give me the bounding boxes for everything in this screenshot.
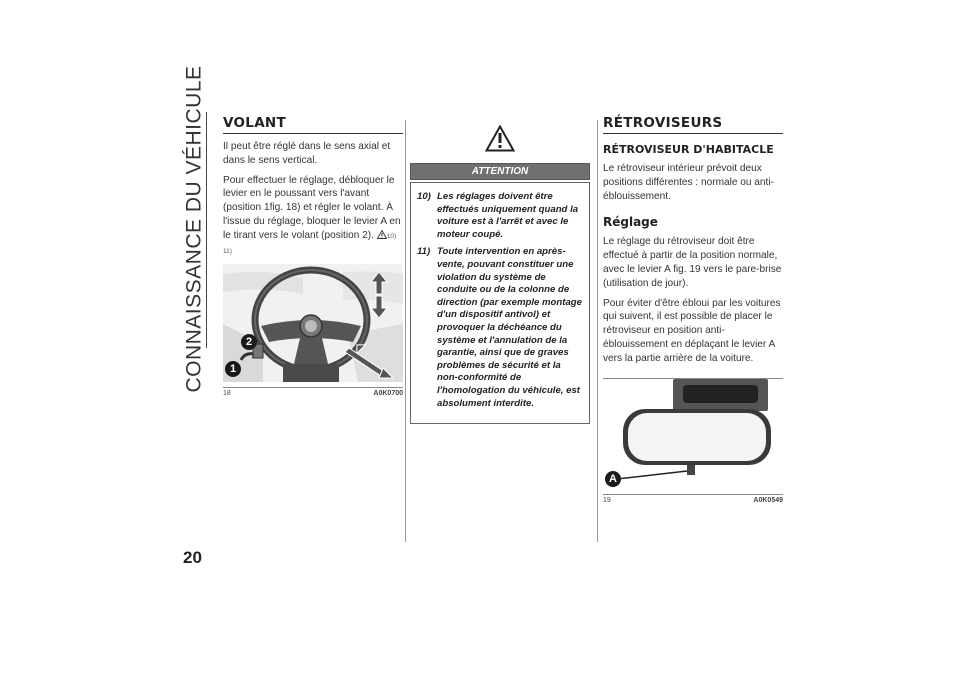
page-number: 20 (183, 548, 202, 567)
column-divider-2 (597, 120, 598, 542)
mirror-intro-paragraph: Le rétroviseur intérieur prévoit deux positions différentes : normale ou anti-éblouissement. (603, 163, 774, 202)
warning-item: 10) Les réglages doivent être effectués uniquement quand la voiture est à l'arrêt et avec le moteur coupé. (417, 191, 579, 240)
callout-a: A (605, 471, 621, 487)
intro-paragraph: Il peut être réglé dans le sens axial et dans le sens vertical. (223, 141, 391, 166)
column-divider-1 (405, 120, 406, 542)
mirrors-section (603, 115, 783, 504)
warning-ref: 11) (223, 247, 232, 255)
steering-wheel-section (223, 115, 403, 397)
warning-box (410, 182, 590, 424)
subsection-heading: Réglage (603, 215, 658, 230)
mirror-adjust-paragraph: Le réglage du rétroviseur doit être effectué à partir de la position normale, avec le levier A fig. 19 vers le pare-brise (utilisation de jour). (603, 236, 782, 289)
mirror-illustration (603, 379, 783, 489)
callout-2: 2 (241, 334, 257, 350)
steering-wheel-illustration (223, 264, 403, 382)
warning-ref: 10) (386, 232, 397, 240)
mirror-antiglare-paragraph: Pour éviter d'être ébloui par les voitures qui suivent, il est possible de placer le rétroviseur en position anti-éblouissement en déplaçant le levier A vers la partie arrière de la voiture. (603, 297, 781, 364)
mirror-figure (603, 378, 783, 495)
figure-number: 19 (603, 496, 611, 504)
warning-icon (410, 115, 590, 163)
section-heading: RÉTROVISEURS (603, 115, 783, 134)
section-heading: VOLANT (223, 115, 403, 134)
warning-ref-icon (377, 230, 387, 244)
figure-number: 18 (223, 390, 231, 398)
figure-caption (223, 390, 403, 397)
warning-header: ATTENTION (410, 163, 590, 180)
adjust-paragraph: Pour effectuer le réglage, débloquer le levier en le poussant vers l'avant (position 1fig. 18) et régler le volant. À l'issue du réglage, bloquer le levier A en le tirant vers le volant (position 2). 10) 11) (223, 174, 401, 255)
warning-section (410, 115, 590, 424)
callout-1: 1 (225, 361, 241, 377)
warning-item: 11) Toute intervention en après-vente, pouvant constituer une violation du système de conduite ou de la colonne de direction (par exemple montage d'un dispositif antivol) et provoquer la déchéance du système et l'annulation de la garantie, ainsi que de graves problèmes de sécurité et la non-conformité de l'homologation du véhicule, est absolument interdite. (417, 246, 583, 409)
steering-wheel-figure (223, 264, 403, 388)
chapter-rule (206, 112, 207, 348)
figure-code: A0K0549 (753, 496, 783, 504)
figure-caption (603, 497, 783, 504)
figure-code: A0K0700 (373, 390, 403, 398)
chapter-side-title: CONNAISSANCE DU VÉHICULE (183, 65, 206, 393)
subsection-heading: RÉTROVISEUR D'HABITACLE (603, 143, 774, 156)
